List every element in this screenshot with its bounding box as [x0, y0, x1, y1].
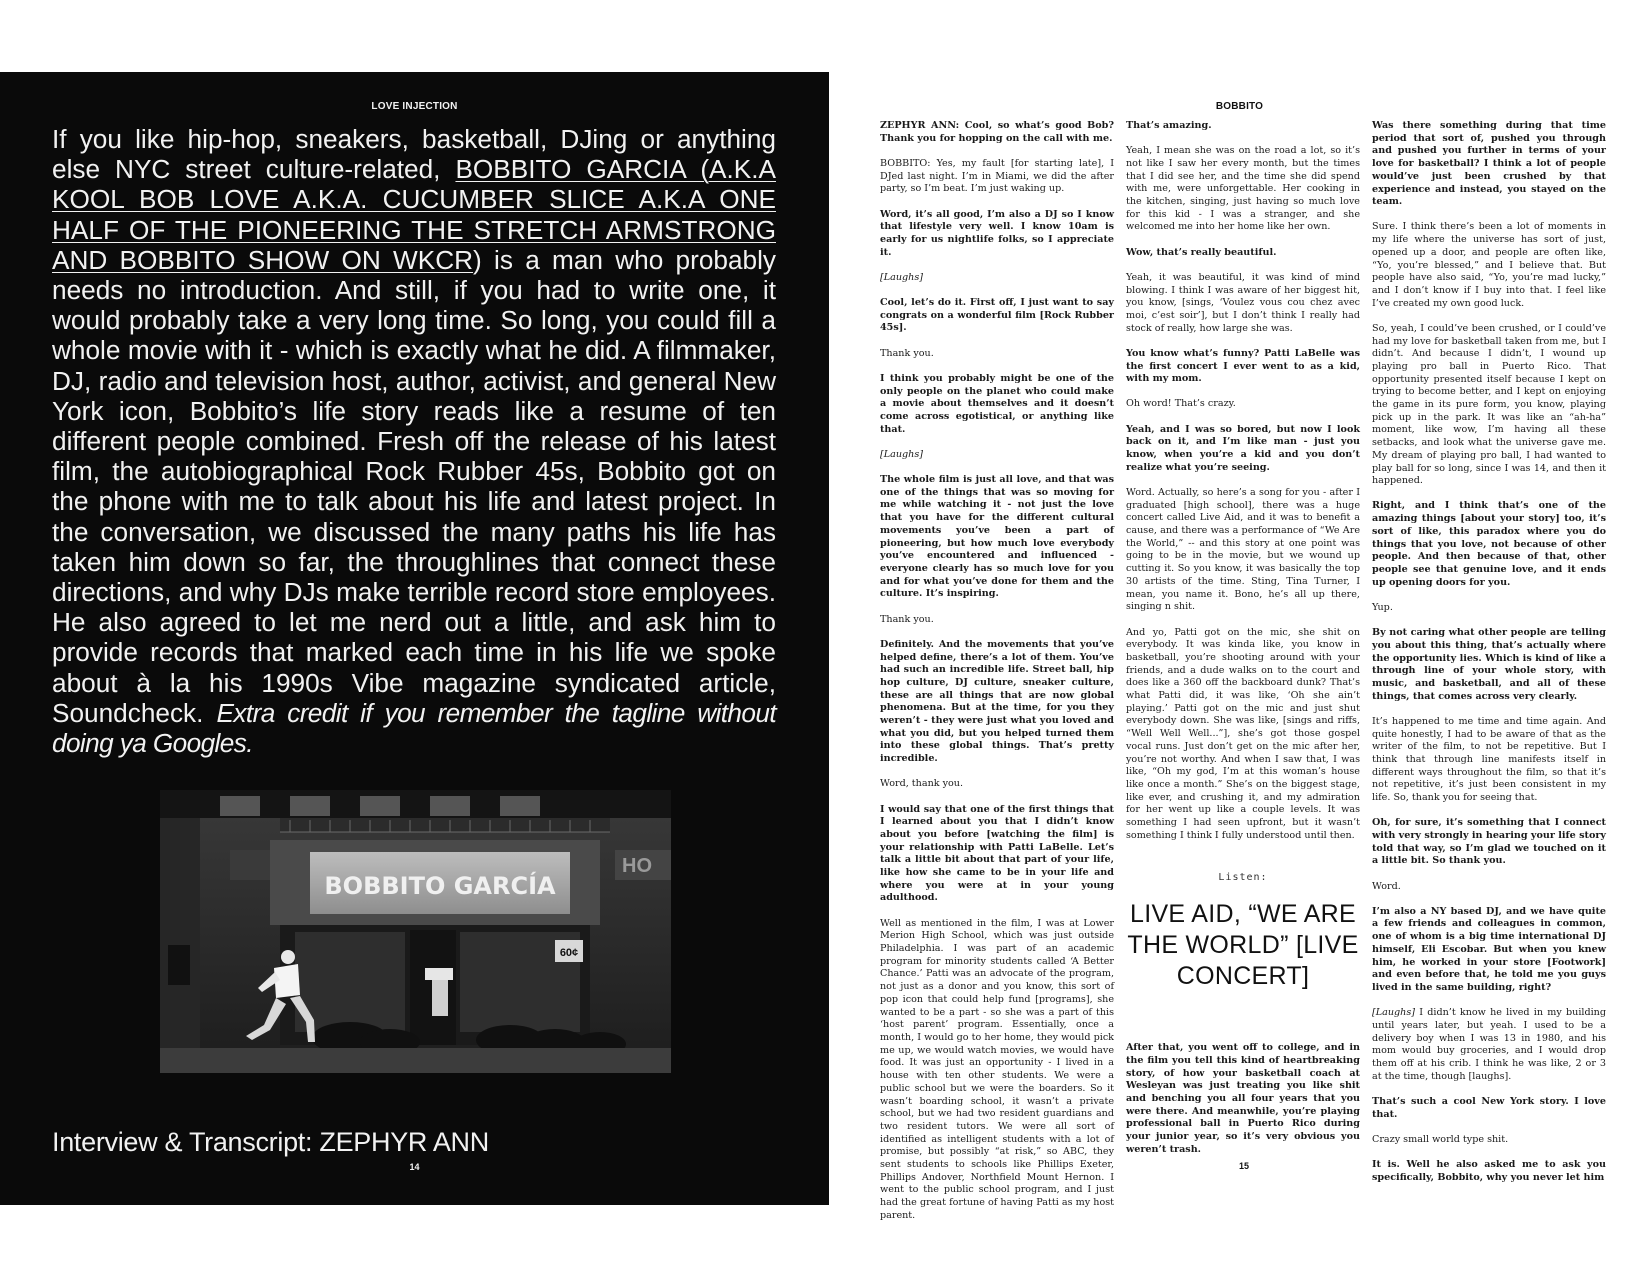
question-paragraph: I would say that one of the first things that I learned about you that I didn’t know about you before [watching the film] is your relationship with Patti LaBelle. Let’s talk a little bit about that part of your life, like how she came to be in your life and where you were at in your young adulthood. [880, 803, 1114, 904]
left-page-header: LOVE INJECTION [371, 101, 458, 112]
side-sign-text: HO [622, 855, 652, 877]
answer-paragraph: Oh word! That’s crazy. [1126, 398, 1236, 410]
answer-paragraph: Thank you. [880, 613, 934, 625]
answer-paragraph: [Laughs] [880, 448, 923, 460]
intro-paragraph [52, 124, 776, 758]
answer-paragraph: And yo, Patti got on the mic, she shit on everybody. It was kinda like, you know in basketball, you’re shooting around with your friends, and a dude walks on to the court and does like a 360 off the backboard dunk? That’s what Patti did, it was like, ‘Oh she ain’t playing.’ Patti got on the mic and just shut everybody down. She was like, [sings and riffs, “Well Well Well...”], she’s got those gospel vocal runs. Just don’t get on the mic after her, you’re not worthy. And when I saw that, I was like, “Oh my god, I’m at this woman’s house like once a month.” She’s on the biggest stage, like ever, and crushing it, and my admiration for her went up like a couple levels. It was something I had seen upfront, but it wasn’t something I think I fully understood until then. [1126, 626, 1360, 841]
answer-paragraph: [Laughs] [880, 271, 923, 283]
question-paragraph: The whole film is just all love, and that was one of the things that was so moving for me while watching it - not just the love that you have for the different cultural movements you’ve been a part of pioneering, but how much love everybody you’ve encountered and influenced - everyone clearly has so much love for you and for what you’ve done for them and the culture. It’s inspiring. [880, 474, 1114, 600]
question-paragraph: Word, it’s all good, I’m also a DJ so I know that lifestyle very well. I know 10am is early for us nightlife folks, so I appreciate it. [880, 208, 1114, 258]
storefront-photo [160, 790, 671, 1073]
intro-tail: Extra credit if you remember the tagline without doing ya Googles. [52, 697, 776, 759]
question-paragraph: ZEPHYR ANN: Cool, so what’s good Bob? Thank you for hopping on the call with me. [880, 120, 1114, 144]
answer-paragraph: Well as mentioned in the film, I was at Lower Merion High School, which was just outside Philadelphia. I was part of an academic program for minority students called ‘A Better Chance.’ Patti was an advocate of the program, not just as a donor and you know, this sort of pop icon that could help fund [programs], she wanted to be a part - so she was a part of this ‘host parent’ program. Essentially, once a month, I would go to her home, they would pick me up, we would watch movies, we would have food. It was just an opportunity - I lived in a house with ten other students. We were a public school but we were the boarders. So it wasn’t boarding school, it wasn’t a private school, but we had two resident guardians and two resident tutors. We were all sort of identified as intelligent students with a lot of promise, but possibly “at risk,” so ABC, they sent students to schools like Phillips Exeter, Phillips Andover, Northfield Mount Hernon. I went to the public school program, and I just had the great fortune of having Patti as my host parent. [880, 917, 1114, 1221]
answer-paragraph: Yeah, I mean she was on the road a lot, so it’s not like I saw her every month, but the times that I did see her, and the time she did spend with me, were unforgettable. Her cooking in the kitchen, singing, just having so much love for this kid - I was a stranger, and she welcomed me into her home like her own. [1126, 145, 1360, 233]
column-2-bottom [1126, 1042, 1360, 1156]
right-page-number: 15 [1238, 1161, 1249, 1171]
answer-paragraph: Word. Actually, so here’s a song for you - after I graduated [high school], there was a huge concert called Live Aid, and it was to benefit a cause, and there was a performance of “We Are the World,” -- and this story at one point was going to be in the movie, but we wound up cutting it. So you know, it was basically the top 30 artists of the time. Sting, Tina Turner, I mean, you name it. Bono, he’s all up there, singing n shit. [1126, 486, 1360, 613]
answer-paragraph: Yup. [1372, 601, 1393, 613]
intro-lead: If you like hip-hop, sneakers, basketball, DJing or anything else NYC street culture-related, [52, 124, 776, 185]
question-paragraph: Oh, for sure, it’s something that I connect with very strongly in hearing your life story told that way, so I’m glad we touched on it a little bit. So thank you. [1372, 817, 1606, 867]
listen-title: LIVE AID, “WE ARE THE WORLD” [LIVE CONCERT] [1127, 900, 1359, 991]
question-paragraph: By not caring what other people are telling you about this thing, that’s actually where the opportunity lies. Which is kind of like a through line of your whole story, with music, and basketball, and all of these things, that comes across very clearly. [1372, 627, 1606, 702]
question-paragraph: After that, you went off to college, and in the film you tell this kind of heartbreaking story, of how your basketball coach at Wesleyan was just treating you like shit and benching you all four years that you were there. And meanwhile, you’re playing professional ball in Puerto Rico during your junior year, so it’s very obvious you weren’t trash. [1126, 1042, 1360, 1155]
column-2 [1126, 120, 1360, 1169]
answer-paragraph: Crazy small world type shit. [1372, 1133, 1509, 1145]
column-1 [880, 120, 1114, 1235]
question-paragraph: That’s amazing. [1126, 120, 1212, 131]
question-paragraph: Right, and I think that’s one of the amazing things [about your story] too, it’s sort of like, this paradox where you do things that you love, not because of other people. And then because of that, other people see that genuine love, and it ends up opening doors for you. [1372, 500, 1606, 588]
question-paragraph: You know what’s funny? Patti LaBelle was the first concert I ever went to as a kid, with my mom. [1126, 347, 1360, 385]
answer-paragraph: Thank you. [880, 347, 934, 359]
answer-paragraph: Sure. I think there’s been a lot of moments in my life where the universe has sort of just, opened up a door, and people are often like, “Yo, you’re blessed,” and I believe that. But people have also said, “Yo, you’re mad lucky,” and I don’t know if I buy into that. I feel like I’ve created my own good luck. [1372, 221, 1606, 309]
right-page-header: BOBBITO [1215, 101, 1264, 112]
left-page [0, 72, 829, 1205]
question-paragraph: That’s such a cool New York story. I love that. [1372, 1095, 1606, 1120]
question-paragraph: Wow, that’s really beautiful. [1126, 246, 1277, 258]
question-paragraph: I think you probably might be one of the only people on the planet who could make a movie about themselves and it doesn’t come across egotistical, or anything like that. [880, 372, 1114, 435]
answer-paragraph: So, yeah, I could’ve been crushed, or I could’ve had my love for basketball taken from me, but I didn’t. And because I didn’t, I wound up playing pro ball in Puerto Rico. That opportunity presented itself because I kept on trying to become better, and I kept on enjoying the game in its pure form, you know, playing pick up in the park. It was like an “ah-ha” moment, like wow, I’m having all these setbacks, and look what the universe gave me. My dream of playing pro ball, I had wanted to play ball for so long, since I was 14, and then it happened. [1372, 322, 1606, 487]
question-paragraph: I’m also a NY based DJ, and we have quite a few friends and colleagues in common, one of whom is a big time international DJ himself, Eli Escobar. But when you knew him, he worked in your store [Footwork] and even before that, he told me you guys lived in the same building, right? [1372, 905, 1606, 993]
question-paragraph: It is. Well he also asked me to ask you specifically, Bobbito, why you never let him [1372, 1159, 1606, 1183]
listen-label: Listen: [1218, 872, 1268, 884]
answer-paragraph: BOBBITO: Yes, my fault [for starting late], I DJed last night. I’m in Miami, we did the after party, so I’m beat. I’m just waking up. [880, 157, 1114, 195]
column-3 [1372, 120, 1606, 1197]
answer-paragraph [1372, 1007, 1606, 1083]
intro-body: ) is a man who probably needs no introduction. And still, if you had to write one, it would probably take a very long time. So long, you could fill a whole movie with it - which is exactly what he did. A filmmaker, DJ, radio and television host, author, activist, and general New York icon, Bobbito’s life story reads like a resume of ten different people combined. Fresh off the release of his latest film, the autobiographical Rock Rubber 45s, Bobbito got on the phone with me to talk about his life and latest project. In the conversation, we discussed the many paths his life has taken him down so far, the throughlines that connect these directions, and why DJs make terrible record store employees. He also agreed to let me nerd out a little, and ask him to provide records that marked each time in his life we spoke about à la his 1990s Vibe magazine syndicated article, Soundcheck. [52, 244, 776, 728]
answer-paragraph: Yeah, it was beautiful, it was kind of mind blowing. I think I was aware of her biggest hit, you know, [sings, ‘Voulez vous cou chez avec moi, c’est soir’], but I don’t think I really had stock of really, how large she was. [1126, 271, 1360, 334]
answer-paragraph: Word, thank you. [880, 778, 964, 790]
storefront-sign-text: BOBBITO GARCÍA [324, 872, 556, 900]
intro-link[interactable]: BOBBITO GARCIA (A.K.A KOOL BOB LOVE A.K.A. CUCUMBER SLICE A.K.A ONE HALF OF THE PIONEERING THE STRETCH ARMSTRONG AND BOBBITO SHOW ON WKCR [52, 154, 776, 275]
question-paragraph: Yeah, and I was so bored, but now I look back on it, and I’m like man - just you know, when you’re a kid and you don’t realize what you’re seeing. [1126, 423, 1360, 473]
aside-italic: [Laughs] [1372, 1007, 1415, 1019]
question-paragraph: Cool, let’s do it. First off, I just want to say congrats on a wonderful film [Rock Rubber 45s]. [880, 297, 1114, 334]
answer-paragraph: It’s happened to me time and time again. And quite honestly, I had to be aware of that as the writer of the film, to not be repetitive. But I think that through line manifests itself in different ways throughout the film, so that it’s not repetitive, it’s just been consistent in my life. So, thank you for seeing that. [1372, 715, 1606, 804]
price-tag-text: 60¢ [559, 947, 579, 959]
interview-credit: Interview & Transcript: ZEPHYR ANN [52, 1127, 489, 1157]
left-page-number: 14 [409, 1162, 420, 1172]
answer-paragraph: Word. [1372, 880, 1401, 892]
answer-text: I didn’t know he lived in my building until years later, but yeah. I used to be a delivery boy when I was 13 in 1980, and his mom would buy groceries, and I would drop them off at his crib. I think he was like, 2 or 3 at the time, though [laughs]. [1372, 1007, 1606, 1082]
column-2-top [1126, 120, 1360, 842]
question-paragraph: Was there something during that time period that sort of, pushed you through and pushed you further in terms of your love for basketball? I think a lot of people would’ve just been crushed by that experience and instead, you stayed on the team. [1372, 120, 1606, 208]
question-paragraph: Definitely. And the movements that you’ve helped define, there’s a lot of them. You’ve had such an incredible life. Street ball, hip hop culture, DJ culture, sneaker culture, these are all things that are now global phenomena. But at the time, for you they weren’t - they were just what you loved and what you did, but you helped turned them into these global things. That’s pretty incredible. [880, 638, 1114, 765]
